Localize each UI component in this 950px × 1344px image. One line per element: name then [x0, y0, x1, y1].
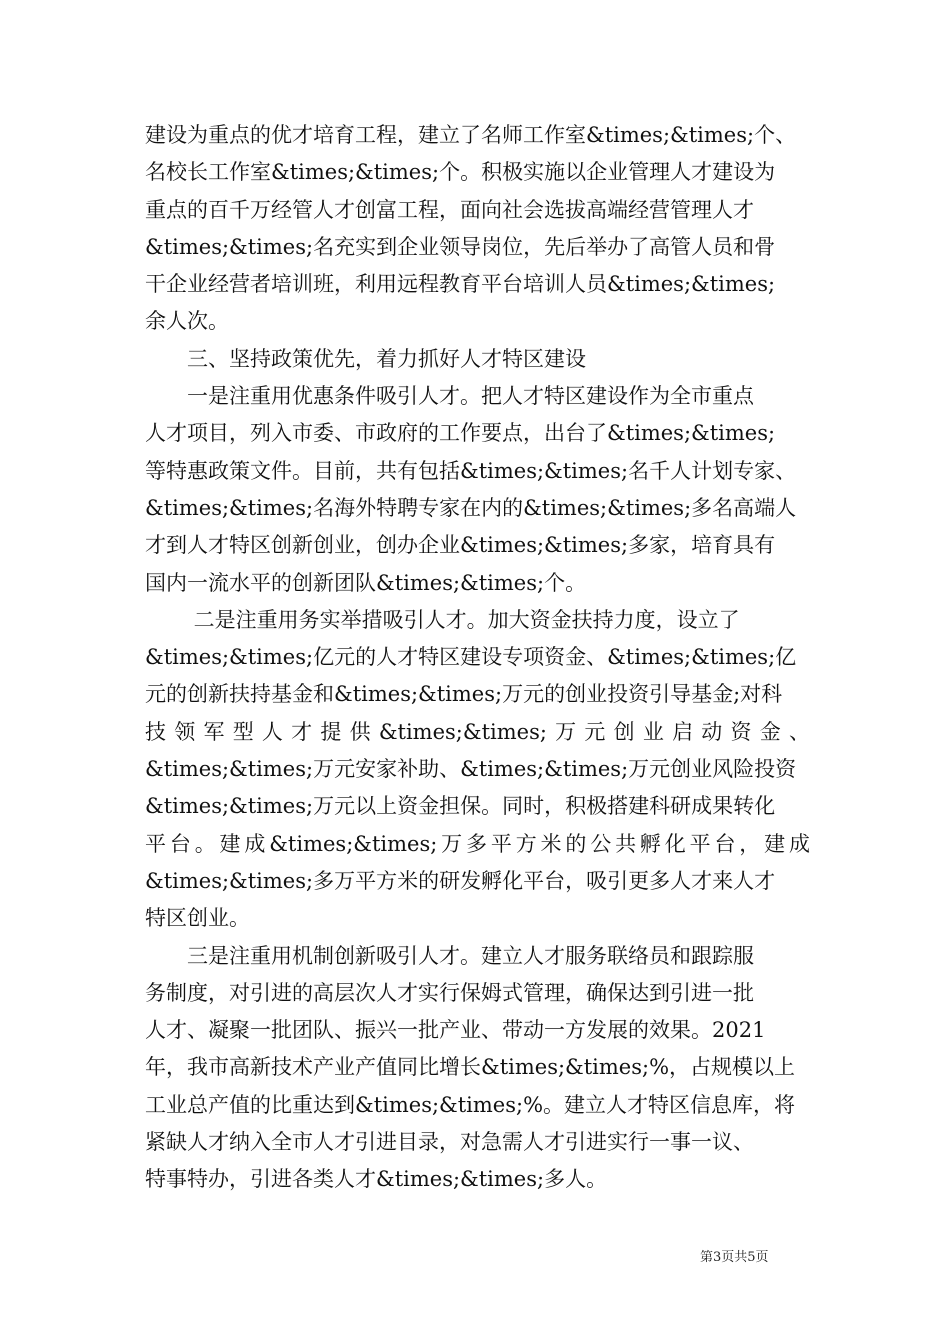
document-body	[145, 117, 810, 1199]
text-line-27: 工业总产值的比重达到&times;&times;%。建立人才特区信息库，将	[145, 1092, 796, 1117]
text-line-24: 务制度，对引进的高层次人才实行保姆式管理，确保达到引进一批	[145, 980, 754, 1005]
text-line-10: 等特惠政策文件。目前，共有包括&times;&times;名千人计划专家、	[145, 458, 797, 483]
text-line-14: 二是注重用务实举措吸引人才。加大资金扶持力度，设立了	[145, 607, 740, 632]
text-line-6: 余人次。	[145, 309, 229, 334]
page-number: 第3页共5页	[700, 1250, 769, 1265]
text-line-17: 技领军型人才提供&times;&times;万元创业启动资金、	[145, 719, 810, 744]
text-line-15: &times;&times;亿元的人才特区建设专项资金、&times;&times;亿	[145, 645, 797, 670]
text-line-3: 重点的百千万经管人才创富工程，面向社会选拔高端经营管理人才	[145, 197, 754, 222]
text-line-11: &times;&times;名海外特聘专家在内的&times;&times;多名高端人	[145, 495, 797, 520]
text-line-22: 特区创业。	[145, 906, 250, 931]
text-line-28: 紧缺人才纳入全市人才引进目录，对急需人才引进实行一事一议、	[145, 1130, 754, 1155]
text-line-5: 干企业经营者培训班，利用远程教育平台培训人员&times;&times;	[145, 272, 776, 297]
text-line-29: 特事特办，引进各类人才&times;&times;多人。	[145, 1167, 608, 1192]
text-line-13: 国内一流水平的创新团队&times;&times;个。	[145, 570, 587, 595]
text-line-2: 名校长工作室&times;&times;个。积极实施以企业管理人才建设为	[145, 160, 776, 185]
section-heading: 三、坚持政策优先，着力抓好人才特区建设	[145, 346, 586, 371]
text-line-19: &times;&times;万元以上资金担保。同时，积极搭建科研成果转化	[145, 794, 776, 819]
text-line-25: 人才、凝聚一批团队、振兴一批产业、带动一方发展的效果。2021	[145, 1018, 766, 1043]
text-line-21: &times;&times;多万平方米的研发孵化平台，吸引更多人才来人才	[145, 868, 776, 893]
text-line-4: &times;&times;名充实到企业领导岗位，先后举办了高管人员和骨	[145, 234, 776, 259]
text-line-16: 元的创新扶持基金和&times;&times;万元的创业投资引导基金;对科	[145, 682, 783, 707]
text-line-23: 三是注重用机制创新吸引人才。建立人才服务联络员和跟踪服	[145, 943, 754, 968]
text-line-8: 一是注重用优惠条件吸引人才。把人才特区建设作为全市重点	[145, 384, 754, 409]
text-line-12: 才到人才特区创新创业，创办企业&times;&times;多家，培育具有	[145, 533, 776, 558]
text-line-18: &times;&times;万元安家补助、&times;&times;万元创业风险投资	[145, 757, 797, 782]
text-line-20: 平台。建成&times;&times;万多平方米的公共孵化平台，建成	[145, 831, 810, 856]
text-line-1: 建设为重点的优才培育工程，建立了名师工作室&times;&times;个、	[145, 123, 797, 147]
text-line-26: 年，我市高新技术产业产值同比增长&times;&times;%，占规模以上	[145, 1055, 796, 1080]
text-line-9: 人才项目，列入市委、市政府的工作要点，出台了&times;&times;	[145, 421, 776, 446]
